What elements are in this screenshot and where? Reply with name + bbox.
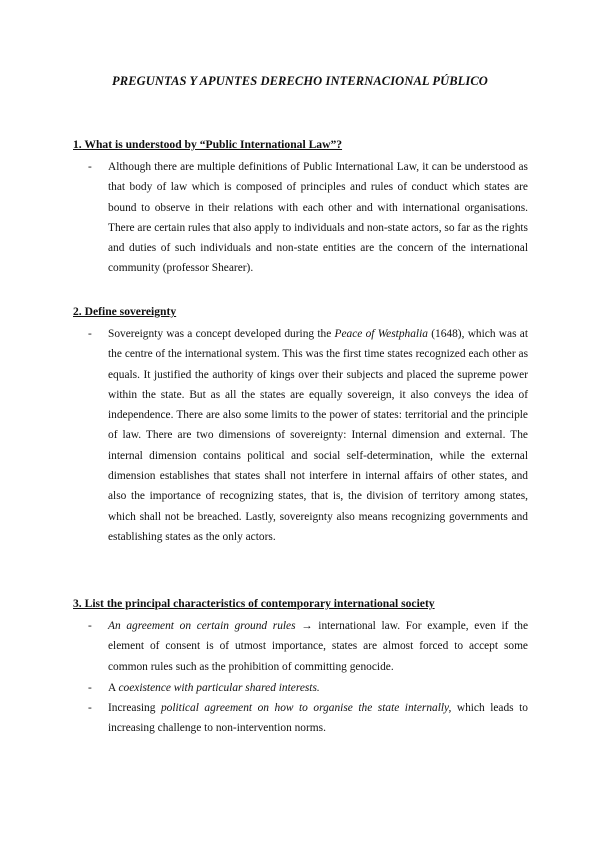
text-run: which leads to increasing challenge to non-intervention norms.	[108, 702, 528, 735]
section-1-list-item	[88, 157, 528, 279]
emphasis-peace-of-westphalia: Peace of Westphalia	[334, 328, 428, 340]
text-run: Increasing	[108, 702, 161, 714]
section-2-list-item	[88, 324, 528, 547]
section-3-heading: 3. List the principal characteristics of contemporary international society	[73, 597, 435, 610]
bullet-dash: -	[88, 702, 92, 714]
section-3-paragraph-3	[108, 698, 528, 739]
section-1-heading: 1. What is understood by “Public International Law”?	[73, 138, 343, 151]
text-run: → international law. For example, even if the element of consent is of utmost importance, states are almost forced to accept some common rules such as the prohibition of committing genocide.	[108, 620, 529, 673]
section-3-list-item-2	[88, 678, 528, 698]
emphasis-ground-rules: An agreement on certain ground rules	[108, 620, 296, 632]
section-1-paragraph: Although there are multiple definitions of Public International Law, it can be understood as that body of law which is composed of principles and rules of conduct which states are bound to observe in their relations with each other and with international organisations. There are certain rules that also apply to individuals and non-state actors, so far as the rights and duties of such individuals and non-state entities are the concern of the international community (professor Shearer).	[108, 161, 528, 275]
emphasis-political-agreement: political agreement on how to organise the state internally,	[160, 702, 452, 714]
text-run: Sovereignty was a concept developed during the	[108, 328, 335, 340]
section-3-paragraph-1	[108, 616, 528, 677]
section-3-list-item-3	[88, 698, 528, 739]
section-2-heading: 2. Define sovereignty	[73, 305, 177, 318]
bullet-dash: -	[88, 161, 92, 173]
bullet-dash: -	[88, 620, 92, 632]
section-2-paragraph	[108, 324, 528, 547]
text-run: (1648), which was at the centre of the international system. This was the first time states recognized each other as equals. It justified the authority of kings over their subjects and placed the supreme power within the state. But as all the states are equally sovereign, it also conveys the idea of independence. There are also some limits to the power of states: territorial and the principle of law. There are two dimensions of sovereignty: Internal dimension and external. The internal dimension contains political and social self-determination, while the external dimension establishes that states shall not interfere in internal affairs of other states, and also the importance of recognizing states, that is, the division of territory among states, which shall not be breached. Lastly, sovereignty also means recognizing governments and establishing states as the only actors.	[108, 328, 528, 543]
text-run: A	[108, 682, 119, 694]
document-title: PREGUNTAS Y APUNTES DERECHO INTERNACIONAL PÚBLICO	[112, 74, 488, 88]
section-3-paragraph-2	[108, 678, 528, 698]
bullet-dash: -	[88, 682, 92, 694]
emphasis-coexistence: coexistence with particular shared interests.	[118, 682, 320, 694]
section-3-list-item-1	[88, 616, 528, 677]
bullet-dash: -	[88, 328, 92, 340]
